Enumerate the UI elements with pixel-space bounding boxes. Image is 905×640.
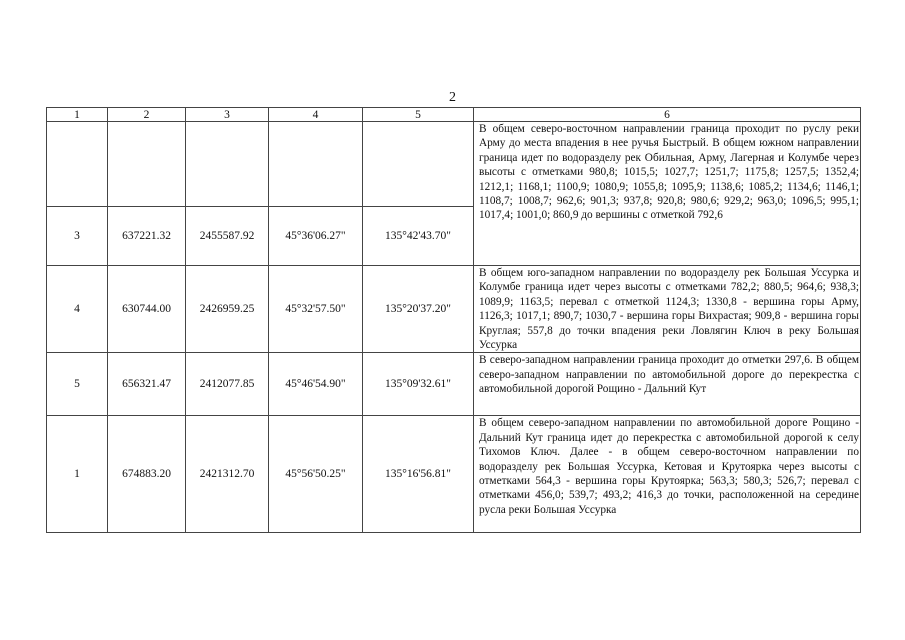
boundary-description: В общем северо-западном направлении по автомобильной дороге Рощино - Дальний Кут граница идет до перекрестка с автомобильной дорогой к селу Тихомов Ключ. Далее - в общем северо-восточном направлении по водоразделу рек Большая Уссурка, Кетовая и Крутоярка через высоты с отметками 564,3 - вершина горы Крутоярка; 563,3; 580,3; 526,7; перевал с отметками 456,0; 539,7; 493,2; 416,3 до точки, расположенной на середине русла реки Большая Уссурка — [474, 416, 861, 533]
header-cell: 2 — [108, 108, 186, 122]
coord-x: 656321.47 — [108, 353, 186, 416]
coord-y: 2455587.92 — [186, 207, 269, 266]
empty-cell — [47, 122, 108, 207]
latitude: 45°46'54.90" — [269, 353, 363, 416]
page-number: 2 — [449, 90, 456, 105]
boundary-table — [46, 107, 861, 533]
boundary-description: В северо-западном направлении граница проходит до отметки 297,6. В общем северо-западном направлении по автомобильной дороге до перекрестка с автомобильной дорогой Рощино - Дальний Кут — [474, 353, 861, 416]
coord-y: 2412077.85 — [186, 353, 269, 416]
latitude: 45°36'06.27" — [269, 207, 363, 266]
table-row — [47, 122, 861, 207]
point-number: 5 — [47, 353, 108, 416]
coord-y: 2421312.70 — [186, 416, 269, 533]
longitude: 135°42'43.70" — [363, 207, 474, 266]
point-number: 4 — [47, 266, 108, 353]
coord-x: 637221.32 — [108, 207, 186, 266]
header-cell: 5 — [363, 108, 474, 122]
point-number: 1 — [47, 416, 108, 533]
empty-cell — [363, 122, 474, 207]
latitude: 45°56'50.25" — [269, 416, 363, 533]
boundary-description: В общем северо-восточном направлении граница проходит по руслу реки Арму до места впадения в нее ручья Быстрый. В общем южном направлении граница идет по водоразделу рек Обильная, Арму, Лагерная и Колумбе через высоты с отметками 980,8; 1015,5; 1027,7; 1251,7; 1175,8; 1257,5; 1352,4; 1212,1; 1168,1; 1100,9; 1080,9; 1055,8; 1095,9; 1138,6; 1085,2; 1134,6; 1146,1; 1108,7; 1008,7; 962,6; 901,3; 937,8; 920,8; 980,6; 929,2; 963,0; 1096,5; 995,1; 1017,4; 1001,0; 860,9 до вершины с отметкой 792,6 — [474, 122, 861, 266]
coord-x: 674883.20 — [108, 416, 186, 533]
boundary-description: В общем юго-западном направлении по водоразделу рек Большая Уссурка и Колумбе граница идет через высоты с отметками 782,2; 880,5; 964,6; 938,3; 1089,9; 1163,5; перевал с отметкой 1124,3; 1330,8 - вершина горы Арму, 1126,3; 1017,1; 890,7; 1030,7 - вершина горы Вихрастая; 909,8 - вершина горы Круглая; 557,8 до точки впадения реки Ловлягин Ключ в реку Большая Уссурка — [474, 266, 861, 353]
header-row — [47, 108, 861, 122]
empty-cell — [269, 122, 363, 207]
empty-cell — [186, 122, 269, 207]
coord-x: 630744.00 — [108, 266, 186, 353]
point-number: 3 — [47, 207, 108, 266]
table-row — [47, 353, 861, 416]
table-row — [47, 416, 861, 533]
longitude: 135°09'32.61" — [363, 353, 474, 416]
table-row — [47, 266, 861, 353]
longitude: 135°16'56.81" — [363, 416, 474, 533]
header-cell: 1 — [47, 108, 108, 122]
empty-cell — [108, 122, 186, 207]
header-cell: 4 — [269, 108, 363, 122]
latitude: 45°32'57.50" — [269, 266, 363, 353]
header-cell: 3 — [186, 108, 269, 122]
header-cell: 6 — [474, 108, 861, 122]
coord-y: 2426959.25 — [186, 266, 269, 353]
longitude: 135°20'37.20" — [363, 266, 474, 353]
